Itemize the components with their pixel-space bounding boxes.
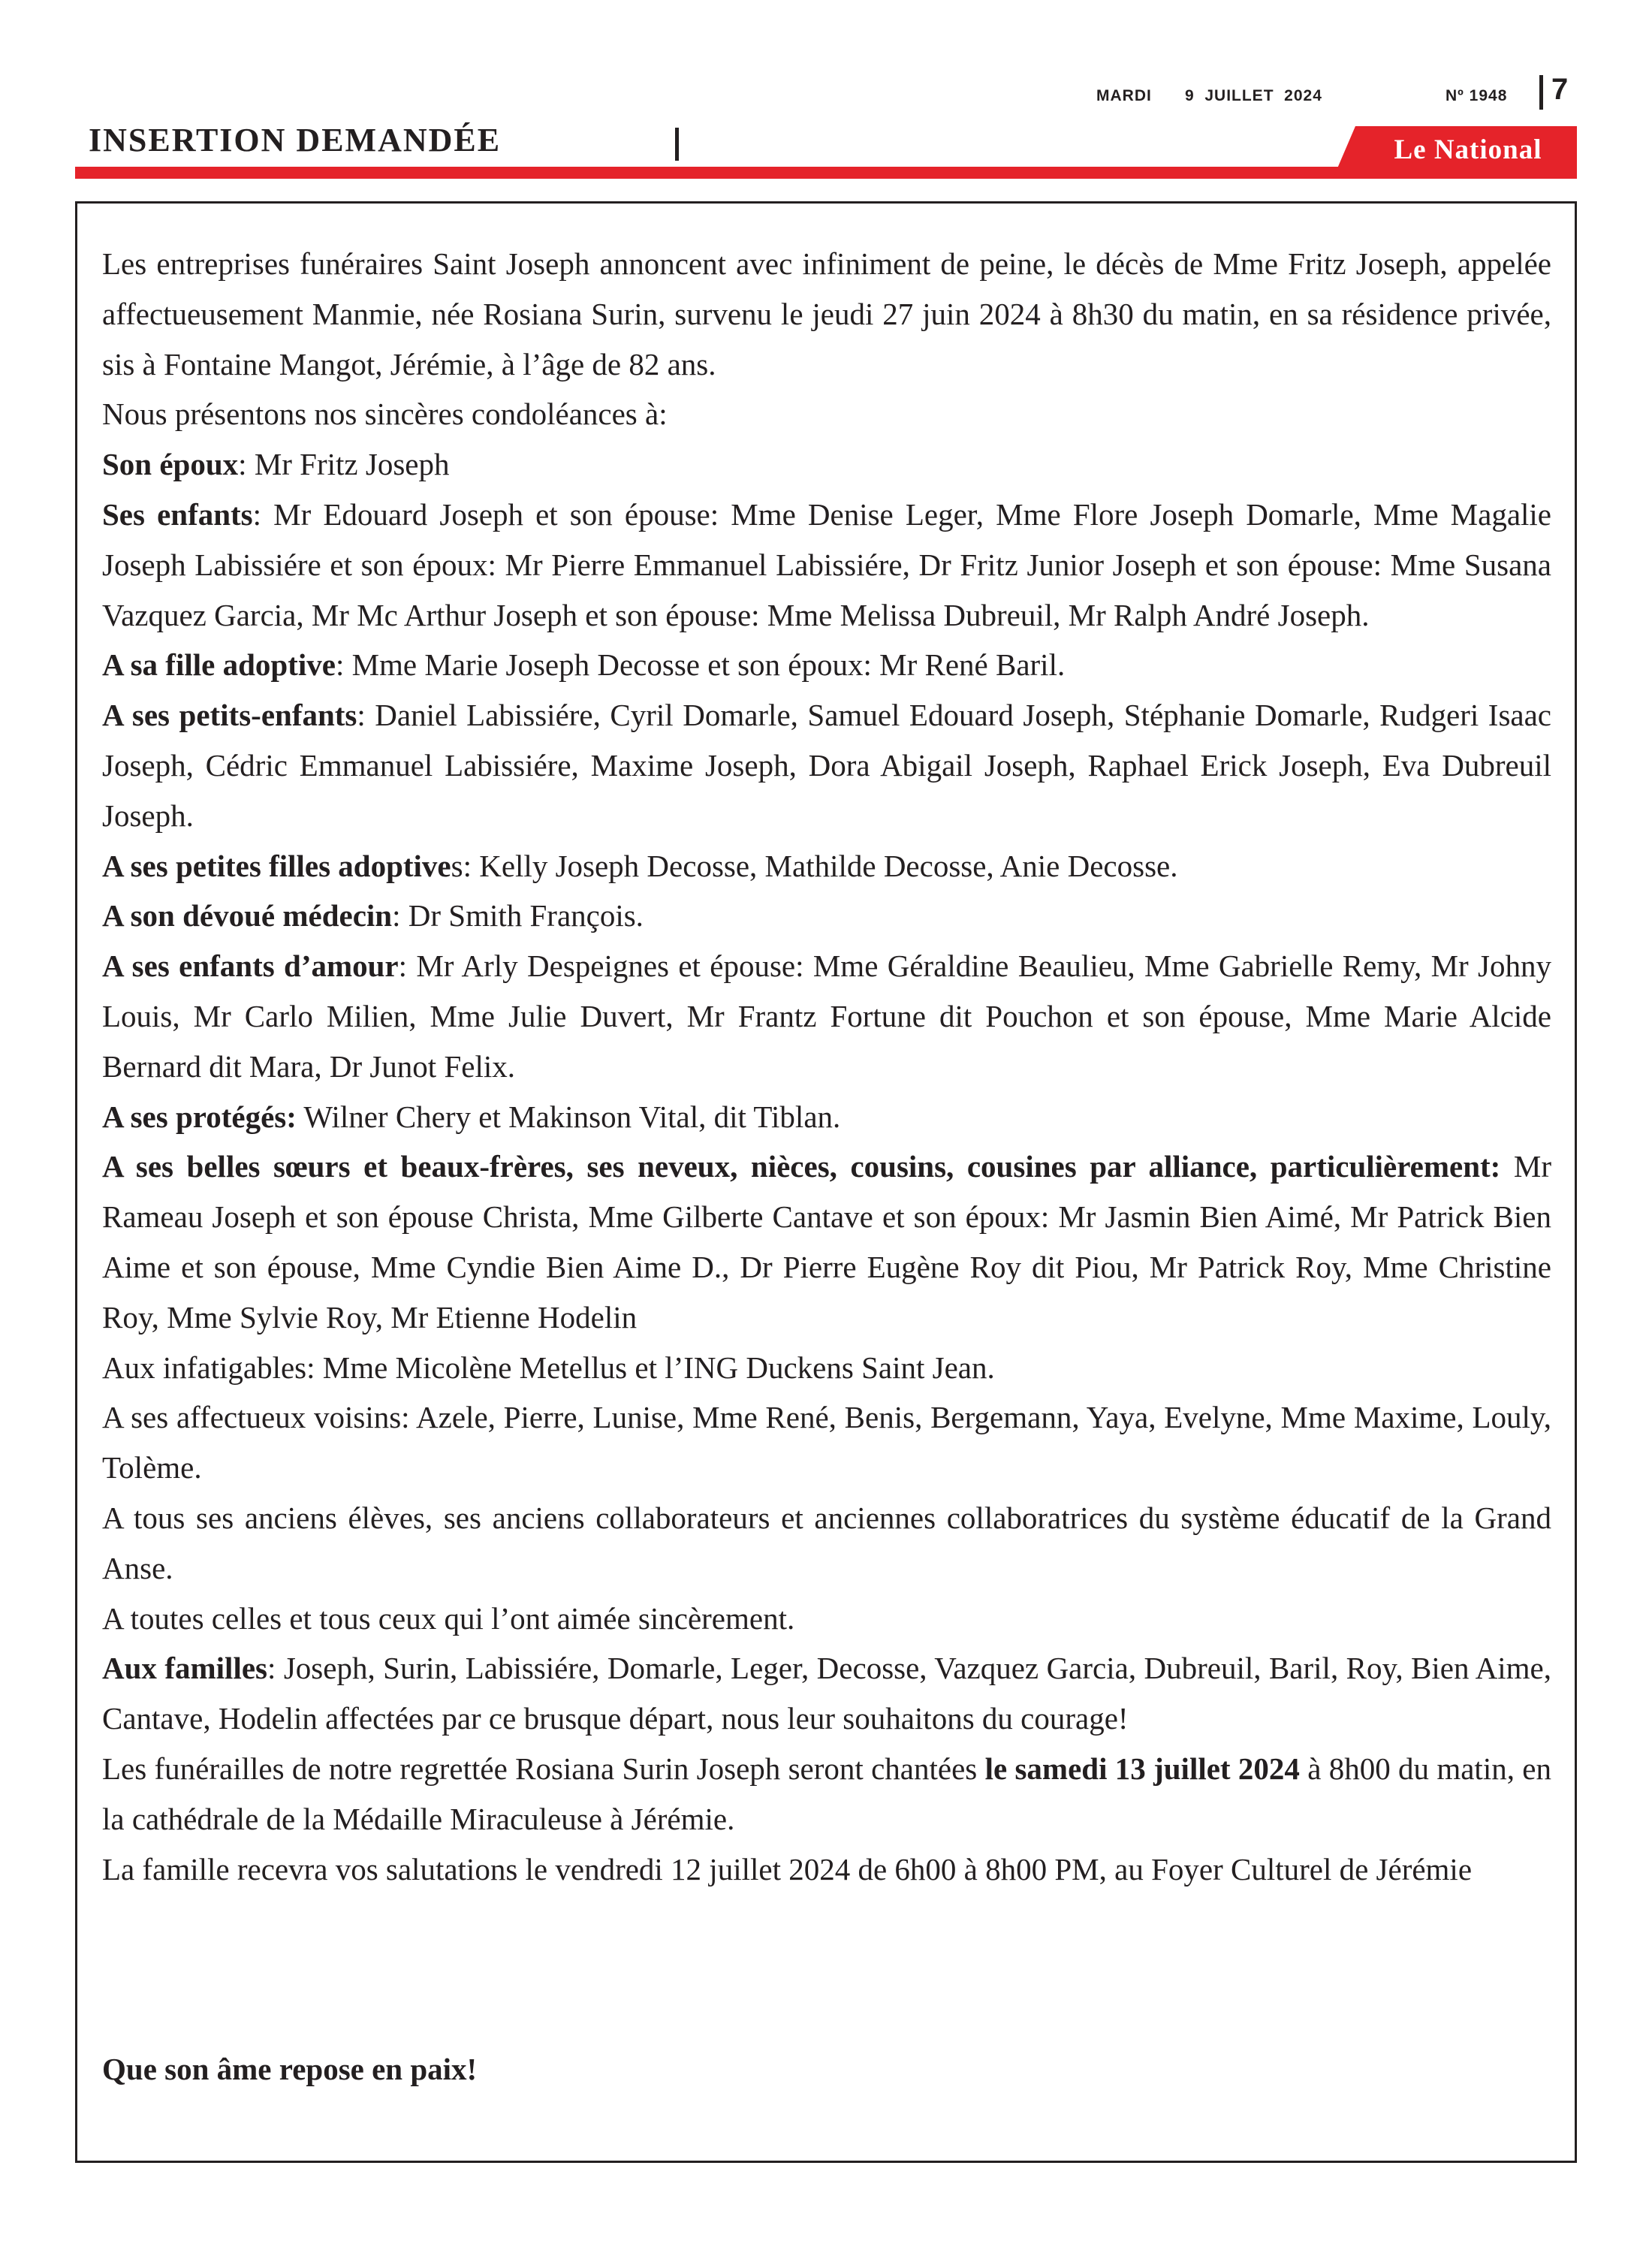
text-epoux: : Mr Fritz Joseph xyxy=(238,447,450,482)
text-funerailles-post: à 8h00 du matin, en la cathédrale de la Médaille Miraculeuse à Jérémie. xyxy=(102,1751,1551,1836)
notice-line-salutations: La famille recevra vos salutations le vendredi 12 juillet 2024 de 6h00 à 8h00 PM, au Foyer Culturel de Jérémie xyxy=(102,1851,1473,1887)
issue-date: 9 JUILLET 2024 xyxy=(1185,87,1322,104)
notice-line-medecin xyxy=(102,891,1551,941)
label-enfants-amour: A ses enfants d’amour xyxy=(102,949,399,984)
section-title: INSERTION DEMANDÉE xyxy=(89,122,502,158)
text-proteges: Wilner Chery et Makinson Vital, dit Tiblan. xyxy=(296,1099,841,1134)
label-enfants: Ses enfants xyxy=(102,496,253,532)
label-medecin: A son dévoué médecin xyxy=(102,898,393,933)
notice-line-petits-enfants xyxy=(102,690,1551,840)
text-petites-filles: s: Kelly Joseph Decosse, Mathilde Decosse, Anie Decosse. xyxy=(451,848,1178,883)
label-belles-soeurs: A ses belles sœurs et beaux-frères, ses neveux, nièces, cousins, cousines par alliance, particulièrement: xyxy=(102,1149,1501,1184)
notice-line-toutes: A toutes celles et tous ceux qui l’ont aimée sincèrement. xyxy=(102,1600,795,1636)
notice-line-petites-filles xyxy=(102,841,1551,891)
label-petits-enfants: A ses petits-enfants xyxy=(102,698,357,733)
notice-line-enfants xyxy=(102,490,1551,640)
notice-line-enfants-amour xyxy=(102,941,1551,1091)
notice-intro: Les entreprises funéraires Saint Joseph annoncent avec infiniment de peine, le décès de Mme Fritz Joseph, appelée affectueusement Manmie, née Rosiana Surin, survenu le jeudi 27 juin 2024 à 8h30 du matin, en sa résidence privée, sis à Fontaine Mangot, Jérémie, à l’âge de 82 ans. xyxy=(102,246,1551,382)
text-fille: : Mme Marie Joseph Decosse et son époux: Mr René Baril. xyxy=(335,647,1066,683)
notice-line-proteges xyxy=(102,1092,1551,1142)
obituary-notice xyxy=(102,239,1551,1894)
text-petits-enfants: : Daniel Labissiére, Cyril Domarle, Samuel Edouard Joseph, Stéphanie Domarle, Rudgeri Isaac Joseph, Cédric Emmanuel Labissiére, Maxime Joseph, Dora Abigail Joseph, Raphael Erick Joseph, Eva Dubreuil Joseph. xyxy=(102,698,1551,833)
notice-line-fille xyxy=(102,640,1551,690)
text-enfants: : Mr Edouard Joseph et son épouse: Mme Denise Leger, Mme Flore Joseph Domarle, Mme Magalie Joseph Labissiére et son époux: Mr Pierre Emmanuel Labissiére, Dr Fritz Junior Joseph et son épouse: Mme Susana Vazquez Garcia, Mr Mc Arthur Joseph et son épouse: Mme Melissa Dubreuil, Mr Ralph André Joseph. xyxy=(102,496,1551,632)
text-belles-soeurs: Mr Rameau Joseph et son épouse Christa, Mme Gilberte Cantave et son époux: Mr Jasmin Bien Aimé, Mr Patrick Bien Aime et son épouse, Mme Cyndie Bien Aime D., Dr Pierre Eugène Roy dit Piou, Mr Patrick Roy, Mme Christine Roy, Mme Sylvie Roy, Mr Etienne Hodelin xyxy=(102,1149,1552,1335)
notice-line-voisins: A ses affectueux voisins: Azele, Pierre, Lunise, Mme René, Benis, Bergemann, Yaya, Evelyne, Mme Maxime, Louly, Tolème. xyxy=(102,1400,1551,1485)
notice-line-funerailles xyxy=(102,1744,1551,1844)
text-funerailles-pre: Les funérailles de notre regrettée Rosiana Surin Joseph seront chantées xyxy=(102,1751,985,1786)
label-familles: Aux familles xyxy=(102,1651,267,1686)
text-medecin: : Dr Smith François. xyxy=(392,898,644,933)
notice-line-belles-soeurs xyxy=(102,1142,1551,1342)
notice-line-eleves: A tous ses anciens élèves, ses anciens collaborateurs et anciennes collaboratrices du système éducatif de la Grand Anse. xyxy=(102,1500,1551,1585)
notice-condolences: Nous présentons nos sincères condoléances à: xyxy=(102,397,668,432)
issue-day: MARDI xyxy=(1096,87,1152,104)
closing-line: Que son âme repose en paix! xyxy=(102,2052,478,2086)
notice-line-infatigables: Aux infatigables: Mme Micolène Metellus et l’ING Duckens Saint Jean. xyxy=(102,1350,995,1385)
notice-line-epoux xyxy=(102,439,1551,490)
text-enfants-amour: : Mr Arly Despeignes et épouse: Mme Géraldine Beaulieu, Mme Gabrielle Remy, Mr Johny Louis, Mr Carlo Milien, Mme Julie Duvert, Mr Frantz Fortune dit Pouchon et son épouse, Mme Marie Alcide Bernard dit Mara, Dr Junot Felix. xyxy=(102,949,1551,1084)
funerailles-date: le samedi 13 juillet 2024 xyxy=(984,1751,1300,1786)
label-proteges: A ses protégés: xyxy=(102,1099,297,1134)
brand-name: Le National xyxy=(1394,134,1542,165)
issue-number: Nº 1948 xyxy=(1446,87,1508,104)
text-familles: : Joseph, Surin, Labissiére, Domarle, Leger, Decosse, Vazquez Garcia, Dubreuil, Baril, Roy, Bien Aime, Cantave, Hodelin affectées par ce brusque départ, nous leur souhaitons du courage! xyxy=(102,1651,1551,1736)
label-fille: A sa fille adoptive xyxy=(102,647,336,683)
section-title-divider xyxy=(675,128,679,161)
page-number-divider xyxy=(1539,75,1543,110)
notice-line-familles xyxy=(102,1643,1551,1744)
page-number: 7 xyxy=(1551,73,1569,106)
label-epoux: Son époux xyxy=(102,447,239,482)
label-petites-filles: A ses petites filles adoptive xyxy=(102,848,451,883)
